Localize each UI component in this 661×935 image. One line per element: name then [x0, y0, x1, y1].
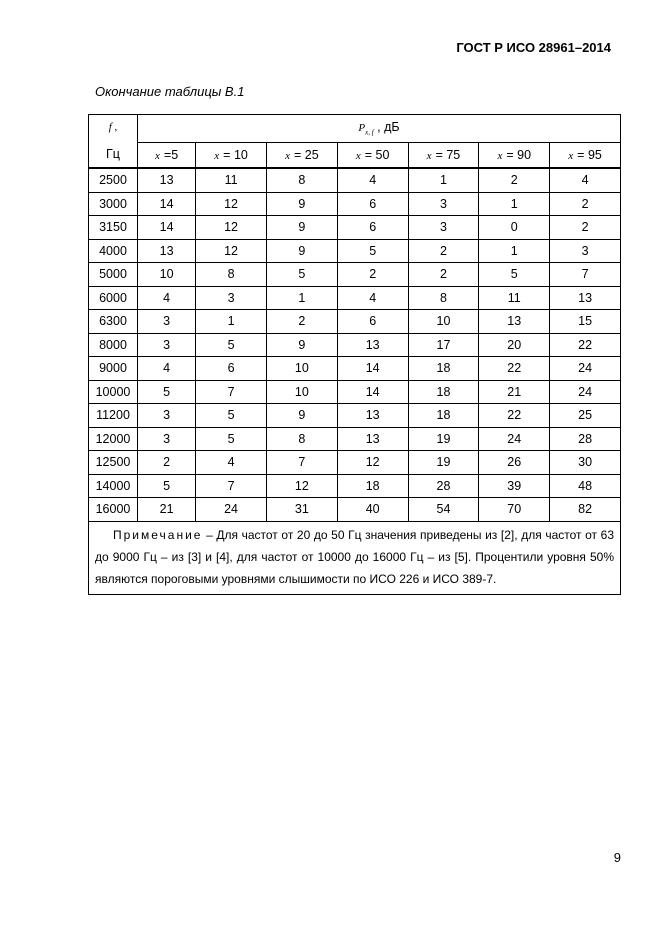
value-cell: 25 — [550, 404, 621, 428]
value-cell: 2 — [266, 310, 337, 334]
note-text: – Для частот от 20 до 50 Гц значения приведены из [2], для частот от 63 до 9000 Гц – из [3] и [4], для частот от 10000 до 16000 Гц – из [5]. Процентили уровня 50% являются пороговыми уровнями слышимости по ИСО 226 и ИСО 389-7. — [95, 527, 614, 586]
value-cell: 13 — [479, 310, 550, 334]
table-body — [89, 168, 621, 521]
value-cell: 2 — [408, 239, 479, 263]
value-cell: 12 — [196, 239, 267, 263]
frequency-comma: , — [111, 121, 118, 133]
value-cell: 10 — [266, 357, 337, 381]
value-cell: 5 — [266, 263, 337, 287]
table-row — [89, 286, 621, 310]
frequency-unit: Гц — [106, 147, 120, 161]
value-cell: 82 — [550, 498, 621, 522]
level-header — [138, 115, 621, 143]
frequency-cell: 6300 — [89, 310, 138, 334]
table-note — [89, 521, 621, 594]
value-cell: 22 — [550, 333, 621, 357]
value-cell: 4 — [337, 286, 408, 310]
percentile-symbol: x — [568, 150, 574, 162]
frequency-cell: 8000 — [89, 333, 138, 357]
value-cell: 24 — [550, 357, 621, 381]
value-cell: 18 — [408, 404, 479, 428]
value-cell: 30 — [550, 451, 621, 475]
value-cell: 5 — [196, 404, 267, 428]
value-cell: 10 — [138, 263, 196, 287]
value-cell: 22 — [479, 404, 550, 428]
value-cell: 21 — [138, 498, 196, 522]
frequency-cell: 12000 — [89, 427, 138, 451]
percentile-table — [88, 114, 621, 595]
table-row — [89, 310, 621, 334]
value-cell: 3 — [138, 310, 196, 334]
percentile-symbol: x — [285, 150, 290, 162]
value-cell: 9 — [266, 216, 337, 240]
table-row — [89, 427, 621, 451]
value-cell: 9 — [266, 404, 337, 428]
page-number: 9 — [613, 850, 621, 865]
table-row — [89, 380, 621, 404]
table-row — [89, 357, 621, 381]
table-row — [89, 498, 621, 522]
percentile-symbol: x — [214, 150, 220, 162]
table-row — [89, 216, 621, 240]
frequency-header — [89, 115, 138, 169]
value-cell: 6 — [337, 310, 408, 334]
value-cell: 24 — [196, 498, 267, 522]
value-cell: 3 — [138, 333, 196, 357]
percentile-header-cell — [196, 143, 267, 169]
value-cell: 3 — [550, 239, 621, 263]
percentile-label: = 95 — [577, 148, 602, 162]
value-cell: 31 — [266, 498, 337, 522]
frequency-cell: 14000 — [89, 474, 138, 498]
frequency-cell: 2500 — [89, 168, 138, 192]
value-cell: 1 — [196, 310, 267, 334]
value-cell: 11 — [479, 286, 550, 310]
value-cell: 22 — [479, 357, 550, 381]
percentile-label: = 90 — [506, 148, 532, 162]
value-cell: 24 — [479, 427, 550, 451]
value-cell: 9 — [266, 192, 337, 216]
value-cell: 48 — [550, 474, 621, 498]
value-cell: 9 — [266, 239, 337, 263]
table-row — [89, 333, 621, 357]
value-cell: 10 — [266, 380, 337, 404]
value-cell: 26 — [479, 451, 550, 475]
note-lead: Примечание — [113, 527, 203, 542]
document-code: ГОСТ Р ИСО 28961–2014 — [456, 40, 611, 55]
table-row — [89, 404, 621, 428]
table-row — [89, 263, 621, 287]
value-cell: 28 — [550, 427, 621, 451]
value-cell: 17 — [408, 333, 479, 357]
value-cell: 13 — [138, 168, 196, 192]
value-cell: 14 — [138, 216, 196, 240]
percentile-label: =5 — [163, 148, 179, 162]
percentile-header-cell — [266, 143, 337, 169]
value-cell: 13 — [337, 333, 408, 357]
percentile-header-cell — [550, 143, 621, 169]
value-cell: 13 — [337, 404, 408, 428]
value-cell: 20 — [479, 333, 550, 357]
value-cell: 14 — [337, 380, 408, 404]
frequency-symbol: f — [108, 121, 112, 133]
frequency-cell: 11200 — [89, 404, 138, 428]
percentile-symbol: x — [426, 150, 432, 162]
value-cell: 6 — [337, 192, 408, 216]
frequency-cell: 3150 — [89, 216, 138, 240]
value-cell: 5 — [196, 427, 267, 451]
note-row — [89, 521, 621, 594]
value-cell: 40 — [337, 498, 408, 522]
value-cell: 12 — [196, 192, 267, 216]
value-cell: 28 — [408, 474, 479, 498]
frequency-cell: 16000 — [89, 498, 138, 522]
percentile-symbol: x — [497, 150, 503, 162]
value-cell: 4 — [138, 357, 196, 381]
value-cell: 24 — [550, 380, 621, 404]
table-row — [89, 239, 621, 263]
value-cell: 1 — [408, 168, 479, 192]
frequency-cell: 3000 — [89, 192, 138, 216]
value-cell: 1 — [479, 192, 550, 216]
table-row — [89, 168, 621, 192]
value-cell: 1 — [266, 286, 337, 310]
value-cell: 3 — [408, 192, 479, 216]
value-cell: 10 — [408, 310, 479, 334]
value-cell: 54 — [408, 498, 479, 522]
value-cell: 1 — [479, 239, 550, 263]
value-cell: 3 — [408, 216, 479, 240]
value-cell: 2 — [337, 263, 408, 287]
value-cell: 5 — [337, 239, 408, 263]
percentile-label: = 10 — [223, 148, 248, 162]
value-cell: 11 — [196, 168, 267, 192]
value-cell: 3 — [138, 404, 196, 428]
frequency-cell: 6000 — [89, 286, 138, 310]
value-cell: 4 — [550, 168, 621, 192]
value-cell: 13 — [337, 427, 408, 451]
percentile-symbol: x — [355, 150, 361, 162]
percentile-header-cell — [337, 143, 408, 169]
value-cell: 5 — [196, 333, 267, 357]
value-cell: 3 — [196, 286, 267, 310]
value-cell: 5 — [138, 380, 196, 404]
frequency-cell: 4000 — [89, 239, 138, 263]
percentile-label: = 50 — [364, 148, 390, 162]
table-row — [89, 451, 621, 475]
value-cell: 7 — [266, 451, 337, 475]
value-cell: 7 — [550, 263, 621, 287]
table-header-row — [89, 115, 621, 143]
value-cell: 18 — [337, 474, 408, 498]
value-cell: 21 — [479, 380, 550, 404]
value-cell: 2 — [479, 168, 550, 192]
percentile-header-row — [89, 143, 621, 169]
value-cell: 2 — [550, 216, 621, 240]
value-cell: 18 — [408, 357, 479, 381]
value-cell: 2 — [138, 451, 196, 475]
value-cell: 2 — [550, 192, 621, 216]
value-cell: 8 — [408, 286, 479, 310]
frequency-cell: 5000 — [89, 263, 138, 287]
level-subscript: x, f — [365, 128, 374, 137]
value-cell: 12 — [337, 451, 408, 475]
table-caption: Окончание таблицы B.1 — [95, 84, 245, 99]
percentile-label: = 25 — [293, 148, 319, 162]
value-cell: 2 — [408, 263, 479, 287]
percentile-header-cell — [408, 143, 479, 169]
percentile-label: = 75 — [435, 148, 461, 162]
value-cell: 9 — [266, 333, 337, 357]
table-row — [89, 474, 621, 498]
value-cell: 18 — [408, 380, 479, 404]
value-cell: 6 — [337, 216, 408, 240]
value-cell: 15 — [550, 310, 621, 334]
value-cell: 13 — [138, 239, 196, 263]
value-cell: 3 — [138, 427, 196, 451]
frequency-cell: 12500 — [89, 451, 138, 475]
value-cell: 5 — [479, 263, 550, 287]
value-cell: 7 — [196, 380, 267, 404]
value-cell: 8 — [266, 168, 337, 192]
table-row — [89, 192, 621, 216]
value-cell: 5 — [138, 474, 196, 498]
percentile-symbol: x — [155, 150, 160, 162]
value-cell: 19 — [408, 427, 479, 451]
value-cell: 8 — [196, 263, 267, 287]
level-unit: , дБ — [373, 120, 400, 135]
level-symbol: P — [358, 122, 366, 135]
value-cell: 12 — [196, 216, 267, 240]
value-cell: 4 — [196, 451, 267, 475]
value-cell: 6 — [196, 357, 267, 381]
value-cell: 39 — [479, 474, 550, 498]
value-cell: 0 — [479, 216, 550, 240]
percentile-header-cell — [138, 143, 196, 169]
frequency-cell: 9000 — [89, 357, 138, 381]
value-cell: 7 — [196, 474, 267, 498]
value-cell: 13 — [550, 286, 621, 310]
value-cell: 70 — [479, 498, 550, 522]
value-cell: 4 — [337, 168, 408, 192]
value-cell: 12 — [266, 474, 337, 498]
percentile-header-cell — [479, 143, 550, 169]
value-cell: 14 — [138, 192, 196, 216]
value-cell: 14 — [337, 357, 408, 381]
value-cell: 4 — [138, 286, 196, 310]
frequency-cell: 10000 — [89, 380, 138, 404]
value-cell: 8 — [266, 427, 337, 451]
value-cell: 19 — [408, 451, 479, 475]
